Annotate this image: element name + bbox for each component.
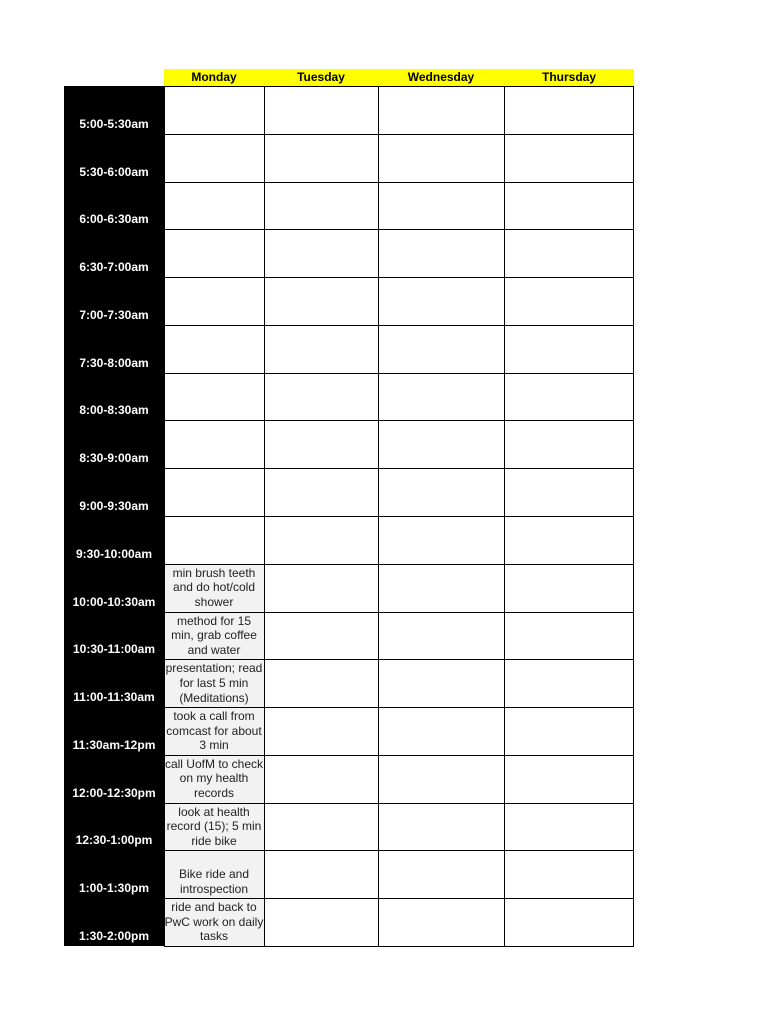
cell-thursday[interactable] (504, 564, 634, 612)
time-label: 5:00-5:30am (79, 116, 149, 131)
time-label: 1:30-2:00pm (78, 929, 150, 943)
cell-wednesday[interactable] (378, 659, 504, 707)
cell-tuesday[interactable] (264, 468, 378, 516)
cell-tuesday[interactable] (264, 134, 378, 182)
grid-hline (164, 182, 634, 183)
cell-text: min brush teeth and do hot/cold shower (172, 565, 256, 609)
cell-text: method for 15 min, grab coffee and water (171, 613, 257, 657)
cell-text: took a call from comcast for about 3 min (166, 709, 262, 753)
time-label: 12:30-1:00pm (75, 833, 153, 848)
grid-hline (164, 468, 634, 469)
grid-vline (378, 86, 379, 946)
cell-monday[interactable] (164, 850, 264, 898)
cell-thursday[interactable] (504, 373, 634, 421)
cell-monday[interactable] (164, 182, 264, 230)
cell-tuesday[interactable] (264, 659, 378, 707)
cell-wednesday[interactable] (378, 516, 504, 564)
cell-tuesday[interactable] (264, 182, 378, 230)
cell-thursday[interactable] (504, 468, 634, 516)
cell-wednesday[interactable] (378, 134, 504, 182)
cell-thursday[interactable] (504, 803, 634, 851)
cell-monday[interactable] (164, 134, 264, 182)
grid-hline (164, 516, 634, 517)
grid-hline (164, 755, 634, 756)
cell-tuesday[interactable] (264, 325, 378, 373)
cell-wednesday[interactable] (378, 277, 504, 325)
cell-wednesday[interactable] (378, 755, 504, 803)
cell-tuesday[interactable] (264, 420, 378, 468)
time-label: 10:00-10:30am (72, 594, 156, 609)
grid-hline (164, 850, 634, 851)
grid-vline (164, 86, 165, 946)
cell-monday[interactable] (164, 325, 264, 373)
cell-text: ride and back to PwC work on daily tasks (164, 900, 264, 944)
cell-wednesday[interactable] (378, 373, 504, 421)
grid-hline (164, 946, 634, 947)
grid-hline (164, 86, 634, 87)
cell-monday[interactable] (164, 86, 264, 134)
cell-thursday[interactable] (504, 516, 634, 564)
header-wednesday: Wednesday (407, 70, 475, 84)
grid-hline (164, 612, 634, 613)
time-label: 8:30-9:00am (79, 451, 149, 466)
cell-text: look at health record (15); 5 min ride bike (166, 804, 262, 848)
cell-tuesday[interactable] (264, 612, 378, 660)
cell-thursday[interactable] (504, 612, 634, 660)
cell-tuesday[interactable] (264, 755, 378, 803)
grid-hline (164, 325, 634, 326)
cell-tuesday[interactable] (264, 229, 378, 277)
grid-hline (164, 373, 634, 374)
cell-monday[interactable] (164, 803, 264, 851)
cell-wednesday[interactable] (378, 803, 504, 851)
cell-tuesday[interactable] (264, 516, 378, 564)
time-label: 11:30am-12pm (72, 737, 156, 752)
cell-thursday[interactable] (504, 277, 634, 325)
cell-monday[interactable] (164, 612, 264, 660)
cell-wednesday[interactable] (378, 420, 504, 468)
time-label: 6:00-6:30am (79, 212, 149, 227)
header-tuesday: Tuesday (297, 70, 345, 84)
cell-thursday[interactable] (504, 325, 634, 373)
time-label: 12:00-12:30pm (72, 785, 156, 800)
cell-monday[interactable] (164, 373, 264, 421)
grid-hline (164, 803, 634, 804)
cell-monday[interactable] (164, 277, 264, 325)
cell-wednesday[interactable] (378, 468, 504, 516)
cell-thursday[interactable] (504, 850, 634, 898)
cell-thursday[interactable] (504, 420, 634, 468)
grid-hline (164, 659, 634, 660)
cell-thursday[interactable] (504, 182, 634, 230)
cell-text: Bike ride and introspection (178, 867, 250, 896)
cell-tuesday[interactable] (264, 277, 378, 325)
cell-wednesday[interactable] (378, 707, 504, 755)
grid-vline (633, 86, 634, 946)
time-label: 10:30-11:00am (72, 642, 156, 657)
cell-wednesday[interactable] (378, 325, 504, 373)
cell-thursday[interactable] (504, 659, 634, 707)
header-thursday: Thursday (541, 70, 596, 84)
grid-vline (504, 86, 505, 946)
grid-hline (164, 707, 634, 708)
cell-monday[interactable] (164, 707, 264, 755)
cell-thursday[interactable] (504, 755, 634, 803)
cell-monday[interactable] (164, 564, 264, 612)
time-label: 1:00-1:30pm (78, 881, 150, 896)
cell-wednesday[interactable] (378, 229, 504, 277)
cell-monday[interactable] (164, 755, 264, 803)
grid-vline (264, 86, 265, 946)
cell-tuesday[interactable] (264, 803, 378, 851)
time-label: 7:00-7:30am (79, 307, 149, 322)
grid-hline (164, 229, 634, 230)
cell-wednesday[interactable] (378, 612, 504, 660)
cell-monday[interactable] (164, 659, 264, 707)
cell-monday[interactable] (164, 468, 264, 516)
cell-wednesday[interactable] (378, 182, 504, 230)
cell-text: presentation; read for last 5 min (Meditations) (165, 661, 263, 705)
time-column (64, 86, 164, 946)
cell-wednesday[interactable] (378, 850, 504, 898)
header-monday: Monday (191, 70, 237, 84)
cell-tuesday[interactable] (264, 564, 378, 612)
grid-hline (164, 134, 634, 135)
cell-wednesday[interactable] (378, 86, 504, 134)
cell-thursday[interactable] (504, 898, 634, 946)
cell-thursday[interactable] (504, 134, 634, 182)
time-label: 5:30-6:00am (79, 164, 149, 179)
cell-thursday[interactable] (504, 707, 634, 755)
time-label: 7:30-8:00am (79, 355, 149, 370)
cell-wednesday[interactable] (378, 898, 504, 946)
cell-wednesday[interactable] (378, 564, 504, 612)
cell-tuesday[interactable] (264, 373, 378, 421)
cell-monday[interactable] (164, 229, 264, 277)
cell-tuesday[interactable] (264, 707, 378, 755)
grid-hline (164, 898, 634, 899)
time-label: 9:30-10:00am (75, 546, 153, 561)
grid-hline (164, 564, 634, 565)
time-label: 11:00-11:30am (73, 690, 155, 705)
cell-thursday[interactable] (504, 229, 634, 277)
cell-monday[interactable] (164, 516, 264, 564)
time-label: 9:00-9:30am (79, 499, 149, 513)
cell-tuesday[interactable] (264, 86, 378, 134)
grid-hline (164, 420, 634, 421)
cell-tuesday[interactable] (264, 898, 378, 946)
cell-monday[interactable] (164, 898, 264, 946)
grid-hline (164, 277, 634, 278)
cell-thursday[interactable] (504, 86, 634, 134)
cell-tuesday[interactable] (264, 850, 378, 898)
cell-monday[interactable] (164, 420, 264, 468)
day-header-row (164, 69, 634, 86)
cell-text: call UofM to check on my health records (164, 756, 264, 801)
time-label: 8:00-8:30am (79, 403, 149, 418)
time-label: 6:30-7:00am (79, 260, 149, 275)
